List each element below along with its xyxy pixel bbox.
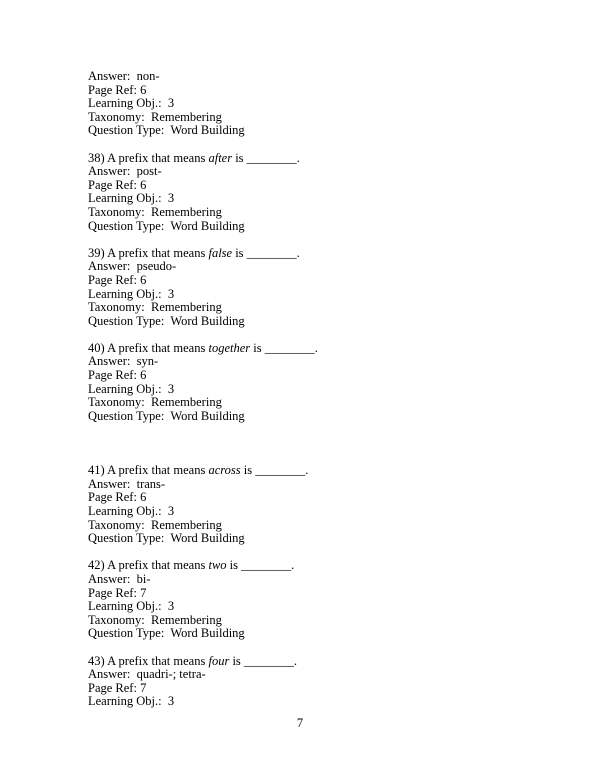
question-text — [88, 559, 548, 573]
question-text — [88, 464, 548, 478]
answer-line: Answer: post- — [88, 164, 162, 179]
page-ref-line: Page Ref: 6 — [88, 272, 147, 287]
question-emphasis: across — [208, 463, 241, 478]
question-type-line: Question Type: Word Building — [88, 313, 245, 328]
question-type-line: Question Type: Word Building — [88, 408, 245, 423]
taxonomy-line: Taxonomy: Remembering — [88, 109, 222, 124]
question-type-line: Question Type: Word Building — [88, 626, 245, 641]
answer-line: Answer: syn- — [88, 354, 159, 369]
question-type-line: Question Type: Word Building — [88, 531, 245, 546]
page-number: 7 — [296, 716, 304, 730]
question-suffix: is ________. — [232, 150, 300, 165]
learning-obj-line: Learning Obj.: 3 — [88, 599, 175, 614]
page-ref-line: Page Ref: 6 — [88, 490, 147, 505]
question-suffix: is ________. — [232, 245, 300, 260]
question-prefix: 39) A prefix that means — [88, 245, 209, 260]
question-block-42 — [88, 559, 548, 641]
taxonomy-line: Taxonomy: Remembering — [88, 300, 222, 315]
taxonomy-line: Taxonomy: Remembering — [88, 204, 222, 219]
question-suffix: is ________. — [226, 558, 295, 573]
question-suffix: is ________. — [229, 653, 298, 668]
page-ref-line: Page Ref: 7 — [88, 680, 147, 695]
question-block-38 — [88, 152, 548, 234]
question-prefix: 41) A prefix that means — [88, 463, 209, 478]
page-ref-line: Page Ref: 7 — [88, 585, 147, 600]
learning-obj-line: Learning Obj.: 3 — [88, 694, 175, 709]
question-block-43 — [88, 655, 548, 709]
question-type-line: Question Type: Word Building — [88, 123, 245, 138]
question-emphasis: four — [208, 653, 230, 668]
learning-obj-line: Learning Obj.: 3 — [88, 191, 175, 206]
page-ref-line: Page Ref: 6 — [88, 368, 147, 383]
question-block-41 — [88, 464, 548, 546]
answer-line: Answer: trans- — [88, 476, 166, 491]
question-block-40 — [88, 342, 548, 424]
question-text — [88, 152, 548, 166]
taxonomy-line: Taxonomy: Remembering — [88, 395, 222, 410]
learning-obj-line: Learning Obj.: 3 — [88, 504, 175, 519]
question-emphasis: after — [208, 150, 233, 165]
answer-line: Answer: bi- — [88, 571, 151, 586]
question-block-37-continued — [88, 70, 548, 138]
question-emphasis: two — [208, 558, 227, 573]
question-emphasis: false — [208, 245, 233, 260]
question-text — [88, 655, 548, 669]
learning-obj-line: Learning Obj.: 3 — [88, 286, 175, 301]
question-prefix: 38) A prefix that means — [88, 150, 209, 165]
question-block-39 — [88, 247, 548, 329]
learning-obj-line: Learning Obj.: 3 — [88, 96, 175, 111]
question-type-line: Question Type: Word Building — [88, 218, 245, 233]
taxonomy-line: Taxonomy: Remembering — [88, 612, 222, 627]
question-text — [88, 342, 548, 356]
question-prefix: 42) A prefix that means — [88, 558, 209, 573]
question-text — [88, 247, 548, 261]
question-suffix: is ________. — [240, 463, 309, 478]
answer-line: Answer: pseudo- — [88, 259, 177, 274]
answer-line: Answer: quadri-; tetra- — [88, 667, 206, 682]
page-ref-line: Page Ref: 6 — [88, 177, 147, 192]
taxonomy-line: Taxonomy: Remembering — [88, 517, 222, 532]
question-emphasis: together — [208, 340, 251, 355]
question-suffix: is ________. — [250, 340, 318, 355]
page-content — [88, 70, 548, 709]
question-prefix: 43) A prefix that means — [88, 653, 209, 668]
answer-line: Answer: non- — [88, 69, 160, 83]
page-ref-line: Page Ref: 6 — [88, 82, 147, 97]
question-prefix: 40) A prefix that means — [88, 340, 209, 355]
learning-obj-line: Learning Obj.: 3 — [88, 381, 175, 396]
